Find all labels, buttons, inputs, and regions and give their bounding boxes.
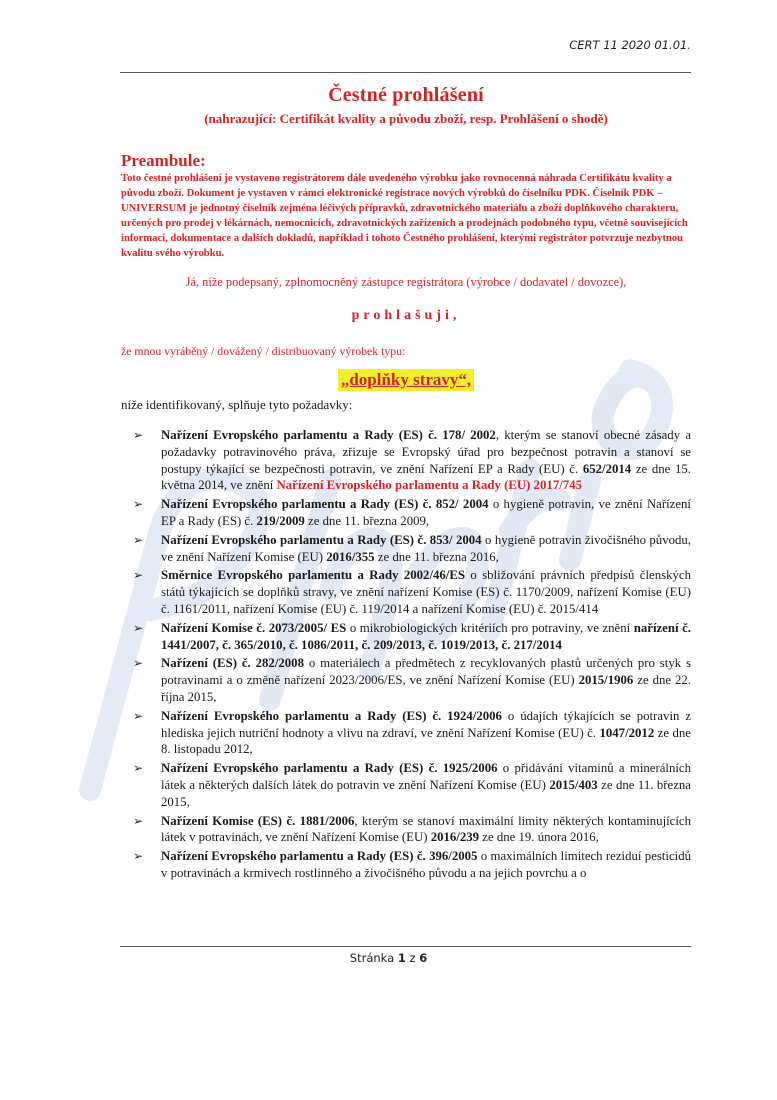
- declaration-intro: Já, níže podepsaný, zplnomocněný zástupce registrátora (výrobce / dodavatel / dovozce),: [185, 275, 627, 289]
- document-subtitle: (nahrazující: Certifikát kvality a původu zboží, resp. Prohlášení o shodě): [204, 111, 608, 126]
- bullet-arrow-icon: ➢: [133, 708, 144, 723]
- regulation-text: , kterým se stanoví obecné zásady a požadavky potravinového práva, zřizuje se Evropský úřad pro bezpečnost potravin a stanoví se postupy týkající se bezpečnosti potravin, ve znění Nařízení EP a Rady (EU) č.: [161, 428, 691, 476]
- bullet-arrow-icon: ➢: [133, 656, 144, 671]
- regulation-title: Nařízení Evropského parlamentu a Rady (ES) č. 396/2005: [161, 849, 478, 864]
- regulation-text-cont: ze dne 15. května 2014, ve znění: [161, 461, 691, 493]
- regulation-item: [133, 708, 692, 758]
- regulation-text: o hygieně potravin živočišného původu, ve znění Nařízení Komise (EU): [161, 532, 691, 564]
- regulation-item: [133, 813, 691, 847]
- regulation-title: Nařízení Evropského parlamentu a Rady (ES) č. 1925/2006: [161, 761, 498, 776]
- page-label: Stránka: [349, 951, 395, 965]
- regulation-text: o sbližování právních předpisů členských států týkajících se doplňků stravy, ve znění nařízení Komise (ES) č. 1170/2009, nařízení Komise (EU) č. 1161/2011, nařízení Komise (EU) č. 119/2014 a nařízení Komise (EU) č. 2015/414: [161, 568, 691, 616]
- regulation-title: Nařízení Evropského parlamentu a Rady (ES) č. 178/ 2002: [161, 428, 496, 442]
- regulation-text: o maximálních limitech reziduí pesticidů v potravinách a krmivech rostlinného a živočišného původu a na jejich povrchu a o: [161, 849, 691, 880]
- regulation-title: Nařízení Evropského parlamentu a Rady (ES) č. 1924/2006: [161, 708, 502, 723]
- bullet-arrow-icon: ➢: [133, 813, 144, 828]
- regulation-title: Nařízení Komise č. 2073/2005/ ES: [161, 620, 347, 635]
- page-number: [0, 951, 777, 965]
- regulation-title: Nařízení Evropského parlamentu a Rady (ES) č. 853/ 2004: [161, 532, 482, 547]
- bullet-arrow-icon: ➢: [133, 497, 144, 512]
- regulation-amendment: 2016/355: [326, 549, 375, 564]
- regulation-amendment: 2016/239: [430, 830, 480, 845]
- regulation-item: [133, 532, 691, 566]
- document-title: Čestné prohlášení: [328, 84, 484, 106]
- document-code: CERT 11 2020 01.01.: [569, 38, 691, 52]
- product-type-line: že mnou vyráběný / dovážený / distribuovaný výrobek typu:: [121, 344, 406, 358]
- regulation-title: Nařízení (ES) č. 282/2008: [161, 656, 304, 671]
- regulation-text-cont: ze dne 22. října 2015,: [161, 673, 691, 704]
- bullet-arrow-icon: ➢: [133, 532, 144, 547]
- regulation-text-cont: ze dne 11. března 2016,: [374, 549, 499, 564]
- regulation-text-cont: ze dne 11. března 2015,: [161, 777, 691, 809]
- requirements-intro: níže identifikovaný, splňuje tyto požadavky:: [121, 397, 353, 412]
- page-sep: z: [409, 951, 416, 965]
- product-type-wrap: [121, 369, 691, 391]
- regulation-item: [133, 567, 691, 617]
- page-total: 6: [419, 951, 428, 965]
- bullet-arrow-icon: ➢: [133, 849, 144, 864]
- header-rule: [120, 72, 691, 73]
- bullet-arrow-icon: ➢: [133, 428, 144, 442]
- regulation-amendment: 1047/2012: [599, 725, 655, 740]
- footer-rule: [120, 946, 691, 947]
- regulation-title: Nařízení Komise (ES) č. 1881/2006: [161, 813, 355, 828]
- regulation-title: Směrnice Evropského parlamentu a Rady 2002/46/ES: [161, 568, 466, 583]
- preamble-heading: Preambule:: [121, 151, 206, 170]
- regulation-title: Nařízení Evropského parlamentu a Rady (ES) č. 852/ 2004: [161, 497, 489, 512]
- regulation-text: o přidávání vitaminů a minerálních látek a některých dalších látek do potravin ve znění Nařízení Komise (EU): [161, 761, 692, 792]
- regulation-item: [133, 427, 691, 494]
- regulation-text-cont: ze dne 19. února 2016,: [479, 830, 599, 845]
- regulation-amendment: 2015/403: [549, 777, 598, 792]
- regulation-amendment: 2015/1906: [578, 673, 634, 688]
- regulation-item: [133, 848, 691, 882]
- bullet-arrow-icon: ➢: [133, 568, 144, 583]
- regulation-text: , kterým se stanoví maximální limity některých kontaminujících látek v potravinách, ve znění Nařízení Komise (EU): [161, 813, 691, 845]
- regulation-text: o hygieně potravin, ve znění Nařízení EP a Rady (ES) č.: [161, 497, 691, 528]
- regulation-amendment: 652/2014: [582, 461, 632, 476]
- bullet-arrow-icon: ➢: [133, 620, 144, 635]
- preamble-text: Toto čestné prohlášení je vystaveno registrátorem dále uvedeného výrobku jako rovnocenná náhrada Certifikátu kvality a původu zboží. Dokument je vystaven v rámci elektronické registrace nových výrobků do číselníku PDK. Číselník PDK – UNIVERSUM je jednotný číselník zejména léčivých přípravků, zdravotnického materiálu a zboží doplňkového charakteru, určených pro prodej v lékárnách, nemocnicích, zdravotnických zařízeních a prodejnách podobného typu, včetně souvisejících informací, dokumentace a dalších dokladů, například i tohoto Čestného prohlášení, kterými registrátor potvrzuje nezbytnou kvalitu svého výrobku.: [121, 173, 688, 259]
- regulation-text-cont: ze dne 8. listopadu 2012,: [161, 725, 691, 757]
- regulations-list: [121, 427, 691, 882]
- regulation-item: [133, 760, 692, 810]
- bullet-arrow-icon: ➢: [133, 761, 144, 776]
- regulation-item: [133, 620, 691, 654]
- regulation-amendment: nařízení č. 1441/2007, č. 365/2010, č. 1086/2011, č. 209/2013, č. 1019/2013, č. 217/2014: [161, 620, 691, 652]
- declaration-word: prohlašuji,: [351, 308, 461, 323]
- regulation-item: [133, 496, 691, 530]
- regulation-text: o mikrobiologických kritériích pro potraviny, ve znění: [346, 620, 634, 635]
- regulation-amendment: 219/2009: [256, 513, 305, 528]
- page-current: 1: [397, 951, 406, 965]
- regulation-item: [133, 655, 691, 705]
- regulation-highlight: Nařízení Evropského parlamentu a Rady (EU) 2017/745: [276, 478, 582, 493]
- regulation-text: o údajích týkajících se potravin z hlediska jejich nutriční hodnoty a vlivu na zdraví, ve znění Nařízení Komise (EU) č.: [161, 708, 692, 740]
- document-body: [121, 84, 691, 884]
- regulation-text-cont: ze dne 11. března 2009,: [304, 513, 430, 528]
- product-type-highlight: „doplňky stravy“,: [338, 369, 474, 391]
- regulation-text: o materiálech a předmětech z recyklovaných plastů určených pro styk s potravinami a o změně nařízení 2023/2006/ES, ve znění Nařízení Komise (EU): [161, 656, 691, 688]
